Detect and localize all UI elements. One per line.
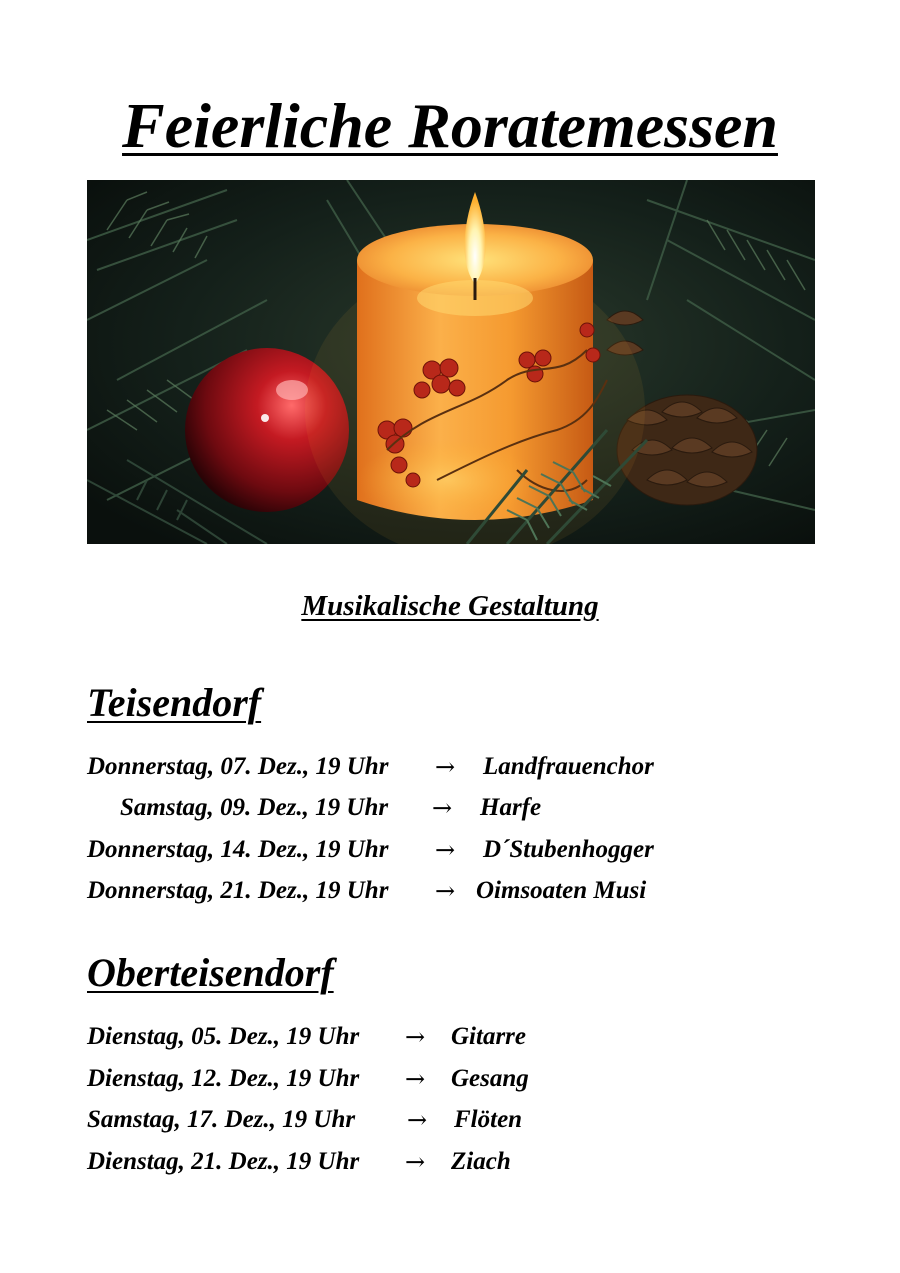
arrow-icon: → — [405, 1065, 426, 1093]
arrow-icon: → — [435, 753, 456, 781]
entry-music: D´Stubenhogger — [483, 836, 654, 863]
musical-arrangement-subtitle: Musikalische Gestaltung — [301, 590, 599, 622]
arrow-icon: → — [435, 836, 456, 864]
entry-date: Samstag, 09. Dez., 19 Uhr — [120, 794, 389, 821]
section-heading-oberteisendorf: Oberteisendorf — [87, 950, 334, 995]
page-title: Feierliche Roratemessen — [122, 90, 778, 161]
entry-music: Ziach — [451, 1148, 511, 1175]
entry-music: Flöten — [454, 1106, 523, 1133]
candle-photo — [87, 180, 815, 544]
arrow-icon: → — [405, 1023, 426, 1051]
entry-date: Dienstag, 21. Dez., 19 Uhr — [87, 1148, 360, 1175]
entry-date: Dienstag, 12. Dez., 19 Uhr — [87, 1065, 360, 1092]
entry-music: Harfe — [480, 794, 542, 821]
entry-music: Gitarre — [451, 1023, 526, 1050]
entry-music: Landfrauenchor — [483, 753, 654, 780]
section-heading-teisendorf: Teisendorf — [87, 680, 262, 725]
entry-date: Dienstag, 05. Dez., 19 Uhr — [87, 1023, 360, 1050]
entry-date: Donnerstag, 14. Dez., 19 Uhr — [87, 836, 389, 863]
arrow-icon: → — [432, 794, 453, 822]
entry-music: Oimsoaten Musi — [476, 877, 647, 904]
arrow-icon: → — [405, 1148, 426, 1176]
entry-date: Donnerstag, 07. Dez., 19 Uhr — [87, 753, 389, 780]
entry-date: Samstag, 17. Dez., 19 Uhr — [87, 1106, 356, 1133]
arrow-icon: → — [435, 877, 456, 905]
entry-music: Gesang — [451, 1065, 529, 1092]
entry-date: Donnerstag, 21. Dez., 19 Uhr — [87, 877, 389, 904]
arrow-icon: → — [407, 1106, 428, 1134]
